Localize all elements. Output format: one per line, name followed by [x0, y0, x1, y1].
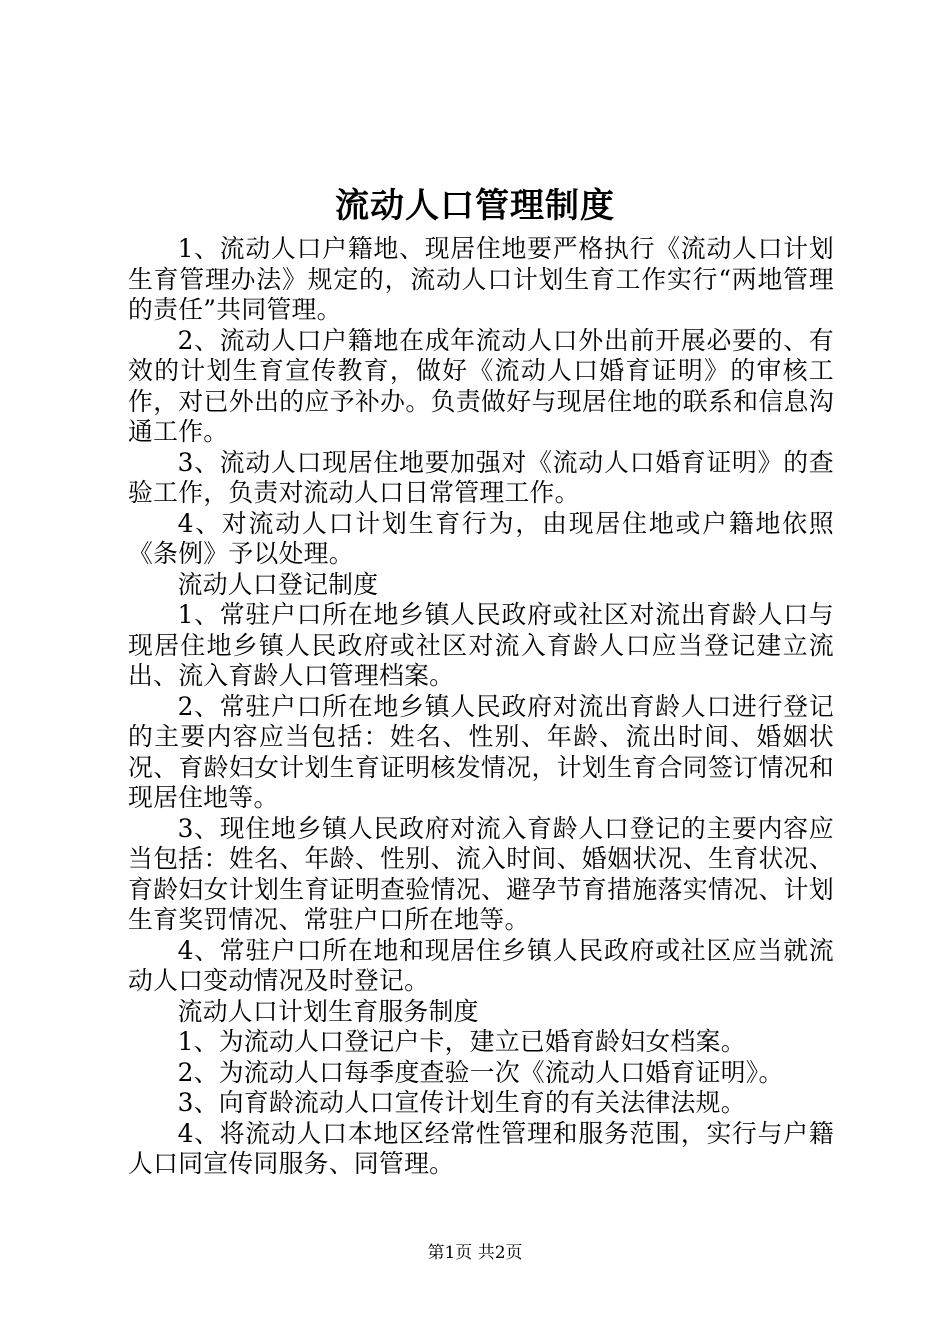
document-title: 流动人口管理制度: [335, 186, 615, 226]
paragraph: 4、常驻户口所在地和现居住乡镇人民政府或社区应当就流动人口变动情况及时登记。: [128, 935, 834, 995]
paragraph: 4、将流动人口本地区经常性管理和服务范围，实行与户籍人口同宣传同服务、同管理。: [128, 1118, 834, 1178]
paragraph: 4、对流动人口计划生育行为，由现居住地或户籍地依照《条例》予以处理。: [128, 508, 834, 568]
paragraph: 1、常驻户口所在地乡镇人民政府或社区对流出育龄人口与现居住地乡镇人民政府或社区对流入育龄人口应当登记建立流出、流入育龄人口管理档案。: [128, 600, 834, 690]
paragraph: 3、现住地乡镇人民政府对流入育龄人口登记的主要内容应当包括：姓名、年龄、性别、流入时间、婚姻状况、生育状况、育龄妇女计划生育证明查验情况、避孕节育措施落实情况、计划生育奖罚情况、常驻户口所在地等。: [128, 813, 834, 934]
paragraph: 2、流动人口户籍地在成年流动人口外出前开展必要的、有效的计划生育宣传教育，做好《流动人口婚育证明》的审核工作，对已外出的应予补办。负责做好与现居住地的联系和信息沟通工作。: [128, 325, 834, 446]
paragraph: 2、常驻户口所在地乡镇人民政府对流出育龄人口进行登记的主要内容应当包括：姓名、性别、年龄、流出时间、婚姻状况、育龄妇女计划生育证明核发情况，计划生育合同签订情况和现居住地等。: [128, 691, 834, 812]
paragraph: 3、向育龄流动人口宣传计划生育的有关法律法规。: [177, 1088, 746, 1117]
paragraph: 3、流动人口现居住地要加强对《流动人口婚育证明》的查验工作，负责对流动人口日常管理工作。: [128, 447, 834, 507]
document-body: [128, 234, 834, 1180]
paragraph: 1、为流动人口登记户卡，建立已婚育龄妇女档案。: [177, 1027, 746, 1056]
paragraph: 1、流动人口户籍地、现居住地要严格执行《流动人口计划生育管理办法》规定的，流动人口计划生育工作实行“两地管理的责任”共同管理。: [128, 234, 834, 324]
paragraph: 2、为流动人口每季度查验一次《流动人口婚育证明》。: [177, 1057, 784, 1087]
page-number-footer: 第1页 共2页: [427, 1243, 523, 1263]
section-heading: 流动人口计划生育服务制度: [177, 996, 479, 1026]
section-heading: 流动人口登记制度: [177, 569, 379, 599]
